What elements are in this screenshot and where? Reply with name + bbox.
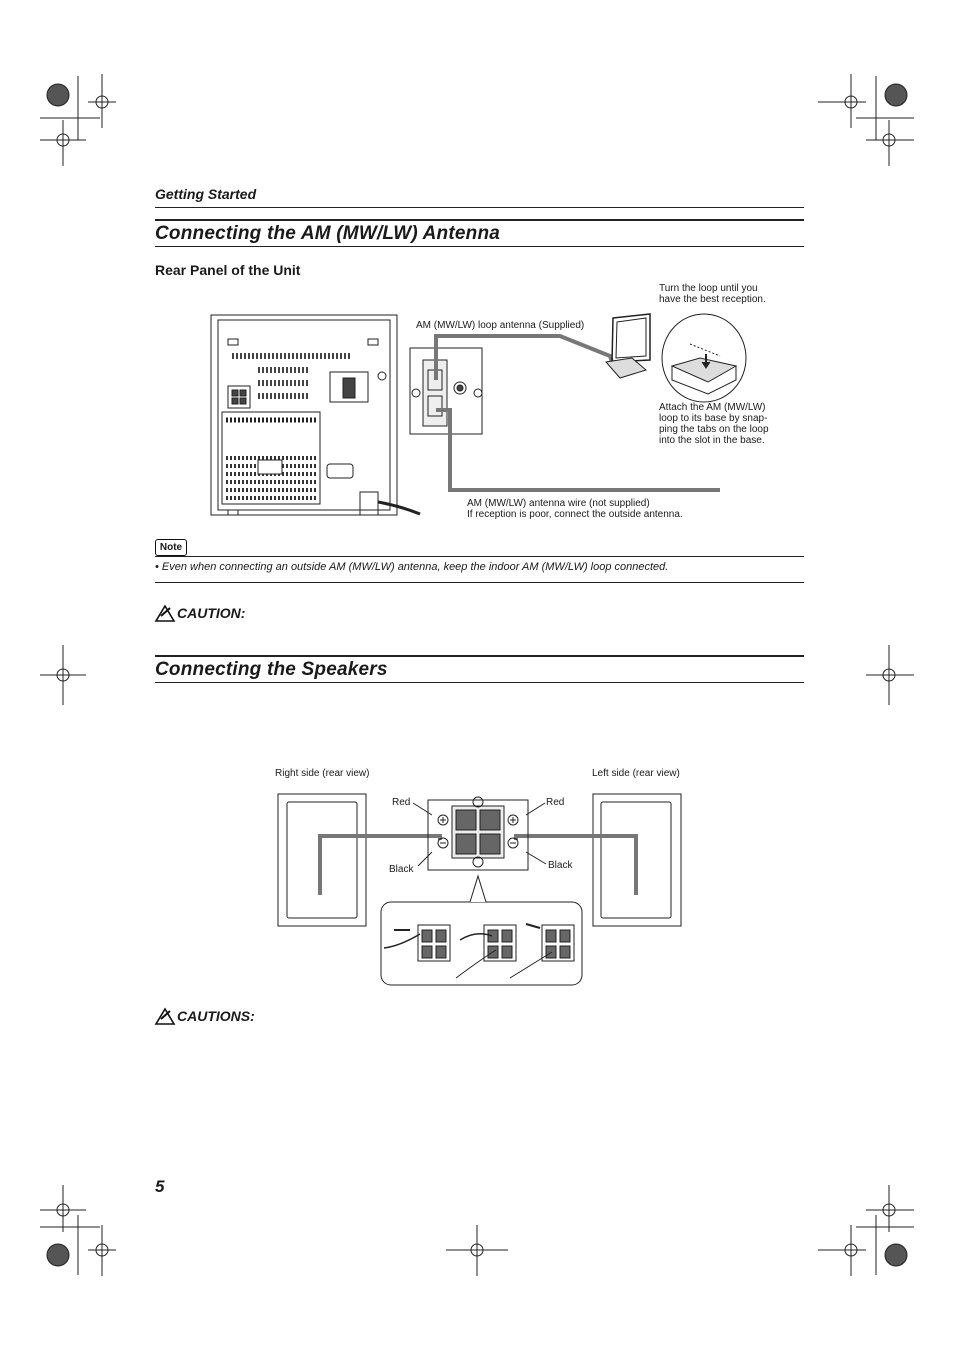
label-red-right: Red (546, 797, 565, 808)
label-black-left: Black (389, 864, 414, 875)
label-left-side: Left side (rear view) (592, 768, 680, 779)
caution-icon (155, 1005, 175, 1026)
label-loop-antenna: AM (MW/LW) loop antenna (Supplied) (416, 320, 585, 331)
label-wire-line-2: If reception is poor, connect the outside antenna. (467, 509, 683, 520)
label-red-left: Red (392, 797, 411, 808)
label-attach-line-2: loop to its base by snap- (659, 413, 768, 424)
label-wire-line-1: AM (MW/LW) antenna wire (not supplied) (467, 498, 650, 509)
label-turn-line-2: have the best reception. (659, 294, 766, 305)
note-text: • Even when connecting an outside AM (MW/LW) antenna, keep the indoor AM (MW/LW) loop connected. (155, 561, 669, 573)
speakers-cautions (155, 1005, 255, 1026)
page-number: 5 (155, 1177, 165, 1196)
cautions-label: CAUTIONS: (177, 1007, 255, 1024)
label-turn-line-1: Turn the loop until you (659, 283, 758, 294)
rear-panel-subtitle: Rear Panel of the Unit (155, 262, 301, 278)
label-attach-line-3: ping the tabs on the loop (659, 424, 769, 435)
label-black-right: Black (548, 860, 573, 871)
label-attach-line-1: Attach the AM (MW/LW) (659, 402, 766, 413)
section-label: Getting Started (155, 186, 257, 202)
note-badge: Note (155, 539, 187, 556)
label-right-side: Right side (rear view) (275, 768, 370, 779)
caution-label: CAUTION: (177, 604, 246, 621)
speakers-section-title: Connecting the Speakers (155, 659, 388, 680)
label-attach-line-4: into the slot in the base. (659, 435, 765, 446)
antenna-section-title: Connecting the AM (MW/LW) Antenna (155, 223, 501, 244)
